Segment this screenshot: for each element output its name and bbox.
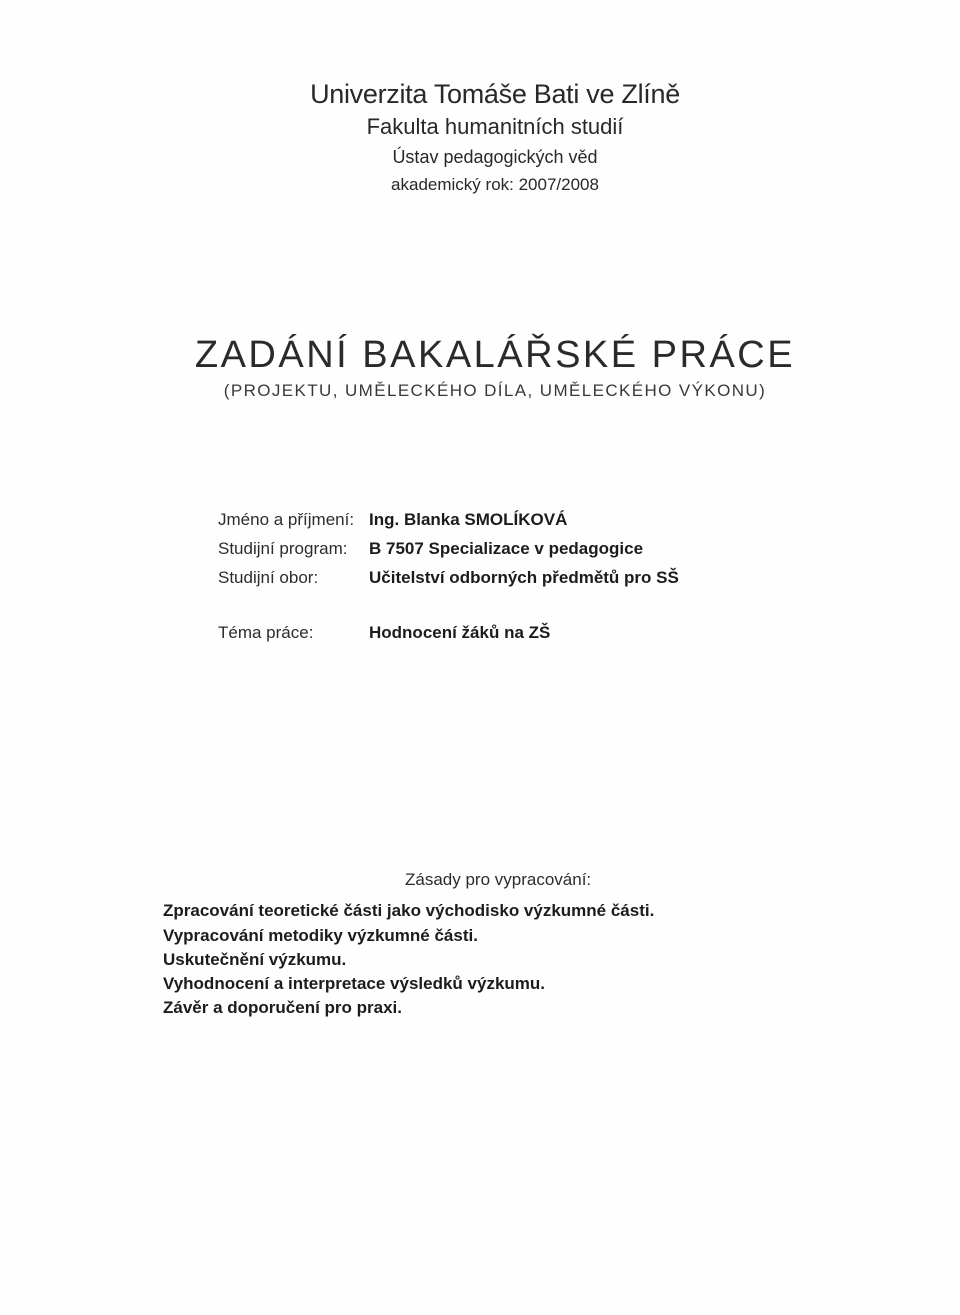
- field-label: Studijní obor:: [218, 568, 319, 587]
- academic-year: akademický rok: 2007/2008: [391, 175, 599, 194]
- principle-item: Zpracování teoretické části jako východisko výzkumné části.: [163, 901, 655, 920]
- name-label: Jméno a příjmení:: [218, 510, 355, 529]
- program-label: Studijní program:: [218, 539, 348, 558]
- faculty-name: Fakulta humanitních studií: [366, 114, 624, 139]
- topic-value: Hodnocení žáků na ZŠ: [369, 623, 551, 642]
- principles-heading: Zásady pro vypracování:: [405, 870, 592, 889]
- principle-item: Závěr a doporučení pro praxi.: [163, 998, 403, 1017]
- field-value: Učitelství odborných předmětů pro SŠ: [369, 568, 679, 587]
- document-subtitle: (PROJEKTU, UMĚLECKÉHO DÍLA, UMĚLECKÉHO VÝKONU): [223, 381, 767, 400]
- name-value: Ing. Blanka SMOLÍKOVÁ: [369, 510, 568, 529]
- principle-item: Vyhodnocení a interpretace výsledků výzkumu.: [163, 974, 546, 993]
- principle-item: Vypracování metodiky výzkumné části.: [163, 926, 478, 945]
- institute-name: Ústav pedagogických věd: [392, 147, 598, 167]
- principle-item: Uskutečnění výzkumu.: [163, 950, 347, 969]
- program-value: B 7507 Specializace v pedagogice: [369, 539, 644, 558]
- university-name: Univerzita Tomáše Bati ve Zlíně: [310, 79, 680, 109]
- topic-label: Téma práce:: [218, 623, 314, 642]
- document-title: ZADÁNÍ BAKALÁŘSKÉ PRÁCE: [194, 334, 796, 376]
